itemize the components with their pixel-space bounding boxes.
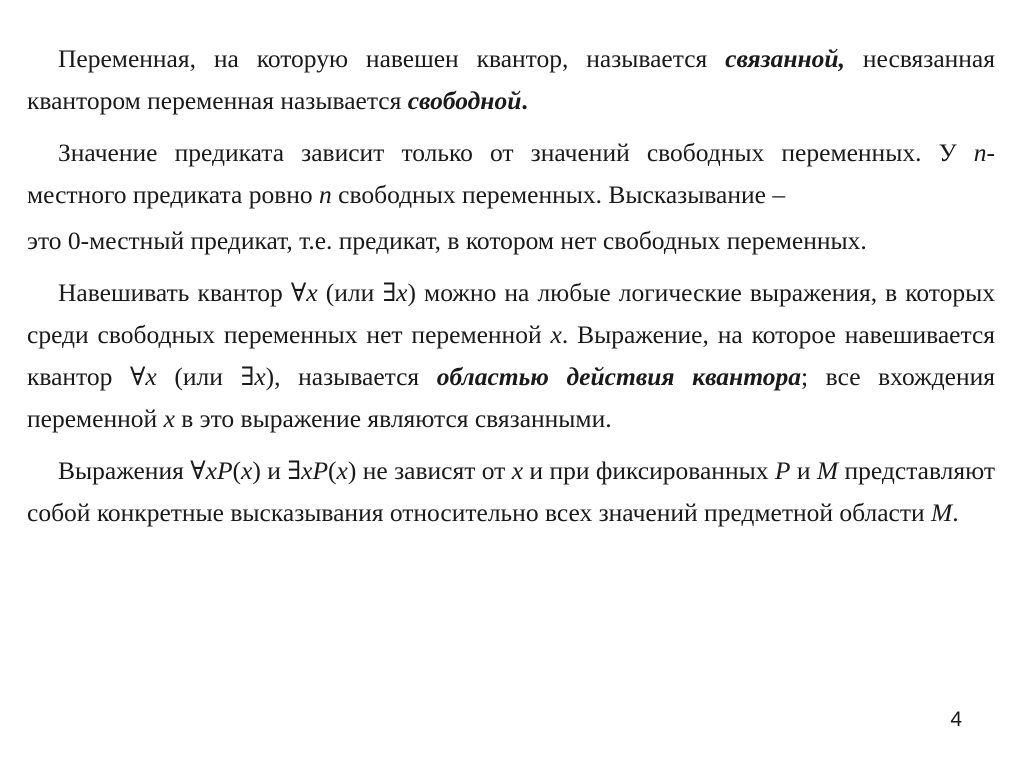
var-M: M bbox=[931, 498, 953, 527]
text: свободных переменных. Высказывание – bbox=[331, 180, 786, 209]
paragraph-zero-place-predicate bbox=[27, 220, 995, 262]
term-bound: связанной, bbox=[725, 44, 845, 73]
paragraph-predicate-value bbox=[27, 132, 995, 216]
text: . bbox=[521, 86, 528, 115]
var-n: n bbox=[319, 180, 332, 209]
exists-symbol: ∃ bbox=[382, 278, 397, 307]
text: ; все вхождения переменной bbox=[27, 362, 996, 433]
text: и при фиксированных bbox=[523, 456, 775, 485]
text: представляют собой конкретные высказывания относительно всех значений предметной области bbox=[27, 456, 995, 527]
slide-content bbox=[27, 38, 995, 534]
text: ), называется bbox=[265, 362, 437, 391]
var-x: x bbox=[396, 278, 408, 307]
text: -местного предиката ровно bbox=[27, 138, 995, 209]
text: Навешивать квантор bbox=[58, 278, 291, 307]
text: . Выражение, на которое навешивается квантор bbox=[27, 320, 995, 391]
var-n: n bbox=[973, 138, 987, 167]
paragraph-bound-free-variables bbox=[27, 38, 995, 122]
term-free: свободной bbox=[407, 86, 522, 115]
page-number: 4 bbox=[950, 708, 962, 731]
var-x: x bbox=[254, 362, 266, 391]
var-x: x bbox=[145, 362, 157, 391]
var-x: x bbox=[511, 456, 524, 485]
expr-xP: xP bbox=[301, 456, 329, 485]
forall-symbol: ∀ bbox=[290, 278, 307, 307]
text: (или bbox=[317, 278, 383, 307]
text: Переменная, на которую навешен квантор, называется bbox=[58, 44, 726, 73]
text: ( bbox=[232, 456, 242, 485]
expr-xP: xP bbox=[205, 456, 233, 485]
text: несвязанная квантором переменная называется bbox=[27, 44, 995, 115]
text: ) можно на любые логические выражения, в которых среди свободных переменных нет переменной bbox=[27, 278, 996, 349]
exists-symbol: ∃ bbox=[287, 456, 302, 485]
var-x: x bbox=[241, 456, 253, 485]
text: Значение предиката зависит только от значений свободных переменных. У bbox=[58, 138, 974, 167]
paragraph-closed-expressions bbox=[27, 450, 995, 534]
text: Выражения bbox=[58, 456, 191, 485]
term-quantifier-scope: областью действия квантора bbox=[436, 362, 801, 391]
forall-symbol: ∀ bbox=[130, 362, 146, 391]
text: и bbox=[790, 456, 817, 485]
text: ( bbox=[328, 456, 337, 485]
var-x: x bbox=[336, 456, 348, 485]
text: (или bbox=[156, 362, 241, 391]
forall-symbol: ∀ bbox=[190, 456, 206, 485]
var-x: x bbox=[163, 404, 175, 433]
var-x: x bbox=[306, 278, 318, 307]
var-P: P bbox=[774, 456, 791, 485]
text: ) и bbox=[252, 456, 288, 485]
text: . bbox=[952, 498, 959, 527]
text: в это выражение являются связанными. bbox=[174, 404, 612, 433]
text: ) не зависят от bbox=[347, 456, 512, 485]
var-M: M bbox=[816, 456, 839, 485]
paragraph-quantifier-scope bbox=[27, 272, 995, 440]
text: это 0-местный предикат, т.е. предикат, в котором нет свободных переменных. bbox=[27, 226, 867, 255]
var-x: x bbox=[550, 320, 562, 349]
exists-symbol: ∃ bbox=[240, 362, 255, 391]
